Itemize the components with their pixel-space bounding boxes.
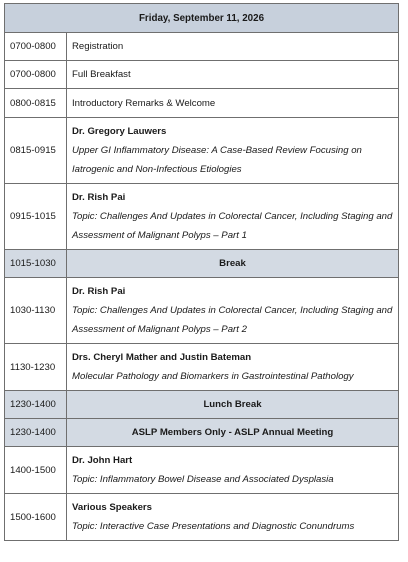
time-slot: 1130-1230 (5, 344, 67, 391)
time-slot: 1015-1030 (5, 250, 67, 278)
talk-title: Topic: Inflammatory Bowel Disease and Associated Dysplasia (72, 474, 334, 485)
talk-title: Topic: Interactive Case Presentations and Diagnostic Conundrums (72, 521, 355, 532)
table-row (5, 33, 399, 61)
table-row (5, 494, 399, 541)
time-slot: 0700-0800 (5, 33, 67, 61)
speaker-name: Dr. Rish Pai (72, 192, 126, 203)
talk-title: Topic: Challenges And Updates in Colorectal Cancer, Including Staging and Assessment of Malignant Polyps – Part 2 (72, 305, 393, 335)
table-row (5, 447, 399, 494)
speaker-name: Dr. Gregory Lauwers (72, 126, 167, 137)
session-cell (67, 184, 399, 250)
time-slot: 0700-0800 (5, 61, 67, 89)
event-title: Full Breakfast (67, 61, 399, 89)
time-slot: 0800-0815 (5, 89, 67, 118)
table-row (5, 419, 399, 447)
talk-title: Topic: Challenges And Updates in Colorectal Cancer, Including Staging and Assessment of Malignant Polyps – Part 1 (72, 211, 393, 241)
time-slot: 1030-1130 (5, 278, 67, 344)
break-band: Break (67, 250, 399, 278)
table-row (5, 61, 399, 89)
table-row (5, 278, 399, 344)
event-title: Introductory Remarks & Welcome (67, 89, 399, 118)
session-cell (67, 344, 399, 391)
table-row (5, 391, 399, 419)
session-cell (67, 118, 399, 184)
table-row (5, 184, 399, 250)
lunch-break-band: Lunch Break (67, 391, 399, 419)
session-cell (67, 447, 399, 494)
schedule-header-row (5, 4, 399, 33)
speaker-name: Various Speakers (72, 502, 152, 513)
table-row (5, 344, 399, 391)
table-row (5, 89, 399, 118)
session-cell (67, 278, 399, 344)
event-title: Registration (67, 33, 399, 61)
speaker-name: Dr. Rish Pai (72, 286, 126, 297)
time-slot: 1230-1400 (5, 391, 67, 419)
session-cell (67, 494, 399, 541)
talk-title: Molecular Pathology and Biomarkers in Gastrointestinal Pathology (72, 371, 354, 382)
talk-title: Upper GI Inflammatory Disease: A Case-Based Review Focusing on Iatrogenic and Non-Infectious Etiologies (72, 145, 362, 175)
time-slot: 1400-1500 (5, 447, 67, 494)
time-slot: 1230-1400 (5, 419, 67, 447)
table-row (5, 118, 399, 184)
time-slot: 0815-0915 (5, 118, 67, 184)
table-row (5, 250, 399, 278)
speaker-name: Drs. Cheryl Mather and Justin Bateman (72, 352, 252, 363)
member-meeting-band: ASLP Members Only - ASLP Annual Meeting (67, 419, 399, 447)
time-slot: 1500-1600 (5, 494, 67, 541)
schedule-day-header: Friday, September 11, 2026 (5, 4, 399, 33)
speaker-name: Dr. John Hart (72, 455, 133, 466)
schedule-table (4, 3, 399, 541)
time-slot: 0915-1015 (5, 184, 67, 250)
